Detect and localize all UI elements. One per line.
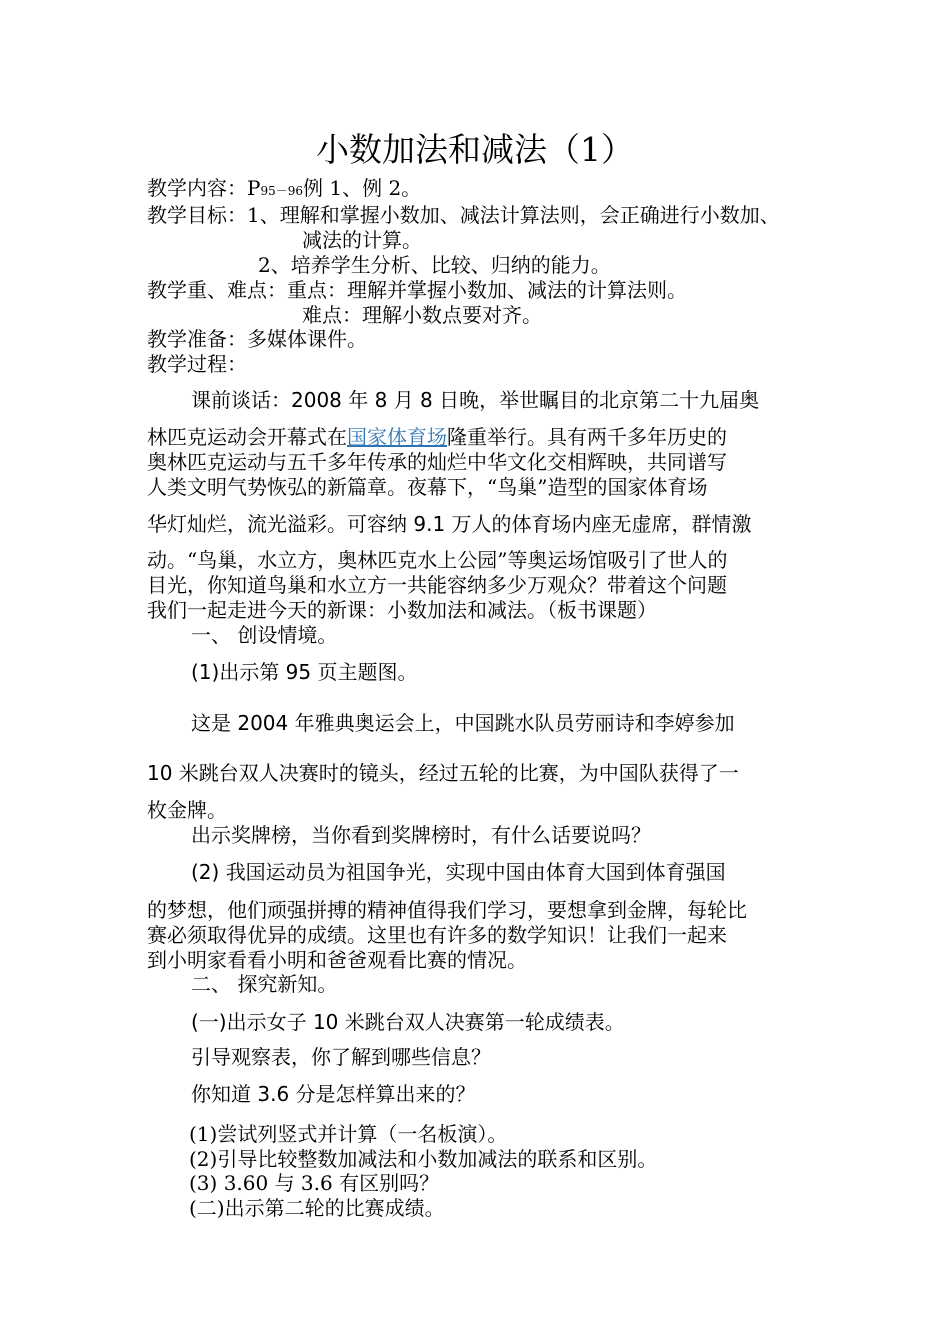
section-1-para-2: 出示奖牌榜，当你看到奖牌榜时，有什么话要说吗？	[191, 823, 651, 847]
section-1-para-1-line-3: 枚金牌。	[147, 798, 227, 822]
difficult-point: 难点：理解小数点要对齐。	[302, 303, 542, 327]
teaching-process-label: 教学过程：	[147, 352, 247, 376]
goal-2: 2、培养学生分析、比较、归纳的能力。	[258, 253, 611, 277]
section-1-para-1-line-2: 10 米跳台双人决赛时的镜头，经过五轮的比赛，为中国队获得了一	[147, 761, 739, 785]
page-title: 小数加法和减法（1）	[316, 130, 634, 169]
section-2-item-d: (1)尝试列竖式并计算（一名板演）。	[189, 1122, 508, 1146]
national-stadium-link[interactable]: 国家体育场	[347, 425, 447, 449]
example-ref: 例 1、例 2。	[303, 176, 422, 200]
section-2-item-g: (二)出示第二轮的比赛成绩。	[189, 1196, 445, 1220]
section-1-item-2-line-3: 赛必须取得优异的成绩。这里也有许多的数学知识！让我们一起来	[147, 923, 727, 947]
intro-line-5: 华灯灿烂，流光溢彩。可容纳 9.1 万人的体育场内座无虚席，群情激	[147, 512, 752, 536]
page-ref-letter: P	[247, 176, 261, 200]
section-2-item-c: 你知道 3.6 分是怎样算出来的？	[191, 1082, 476, 1106]
section-1-item-2-line-2: 的梦想，他们顽强拼搏的精神值得我们学习，要想拿到金牌，每轮比	[147, 898, 747, 922]
section-2-item-a: (一)出示女子 10 米跳台双人决赛第一轮成绩表。	[191, 1010, 625, 1034]
section-2-item-b: 引导观察表，你了解到哪些信息？	[191, 1045, 491, 1069]
teaching-content-label: 教学内容：	[147, 176, 247, 200]
section-2-item-f: (3) 3.60 与 3.6 有区别吗？	[189, 1171, 440, 1195]
teaching-content	[147, 176, 421, 203]
section-2-heading: 二、 探究新知。	[191, 972, 338, 996]
key-difficult-points	[147, 278, 687, 302]
teaching-goals	[147, 203, 780, 227]
teaching-preparation: 教学准备：多媒体课件。	[147, 327, 367, 351]
intro-line-2-end: 隆重举行。具有两千多年历史的	[447, 425, 727, 449]
intro-line-3: 奥林匹克运动与五千多年传承的灿烂中华文化交相辉映，共同谱写	[147, 450, 727, 474]
teaching-goals-label: 教学目标：	[147, 203, 247, 227]
goal-1-line-2: 减法的计算。	[302, 228, 422, 252]
intro-line-8: 我们一起走进今天的新课：小数加法和减法。（板书课题）	[147, 598, 657, 622]
intro-line-2	[147, 425, 727, 449]
section-1-item-1: (1)出示第 95 页主题图。	[191, 660, 418, 684]
intro-line-6: 动。“鸟巢，水立方，奥林匹克水上公园”等奥运场馆吸引了世人的	[147, 548, 728, 572]
intro-line-1: 课前谈话：2008 年 8 月 8 日晚，举世瞩目的北京第二十九届奥	[191, 388, 760, 412]
page-range: 95－96	[260, 184, 304, 198]
goal-1-line-1: 1、理解和掌握小数加、减法计算法则，会正确进行小数加、	[247, 203, 780, 227]
intro-line-2-start: 林匹克运动会开幕式在	[147, 425, 347, 449]
key-difficult-label: 教学重、难点：	[147, 278, 287, 302]
section-1-heading: 一、 创设情境。	[191, 623, 338, 647]
intro-line-4: 人类文明气势恢弘的新篇章。夜幕下，“鸟巢”造型的国家体育场	[147, 475, 708, 499]
section-2-item-e: (2)引导比较整数加减法和小数加减法的联系和区别。	[189, 1147, 658, 1171]
section-1-para-1-line-1: 这是 2004 年雅典奥运会上，中国跳水队员劳丽诗和李婷参加	[191, 711, 735, 735]
intro-line-7: 目光，你知道鸟巢和水立方一共能容纳多少万观众？带着这个问题	[147, 573, 727, 597]
key-point: 重点：理解并掌握小数加、减法的计算法则。	[287, 278, 687, 302]
section-1-item-2-line-4: 到小明家看看小明和爸爸观看比赛的情况。	[147, 948, 527, 972]
section-1-item-2-line-1: (2) 我国运动员为祖国争光，实现中国由体育大国到体育强国	[191, 860, 726, 884]
